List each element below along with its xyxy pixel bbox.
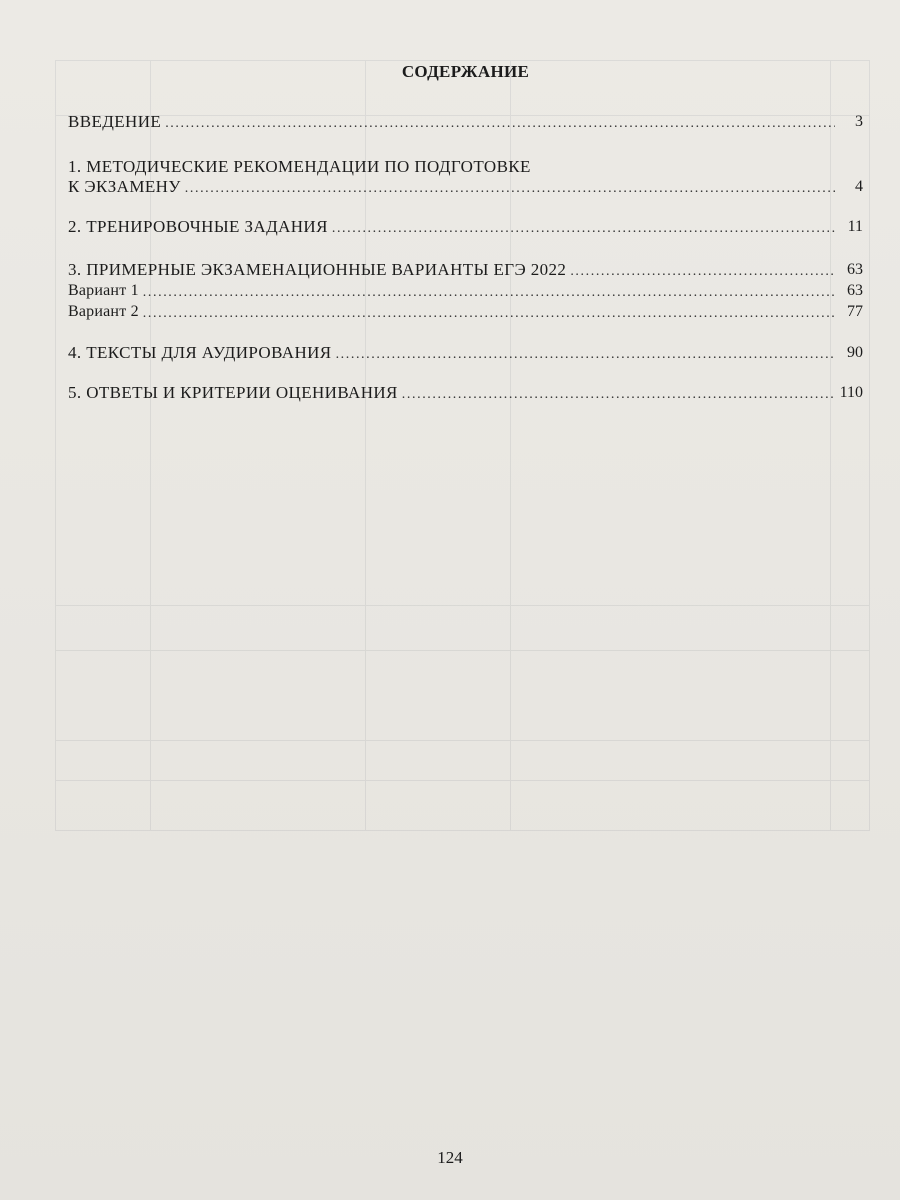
toc-leader-dots: [332, 221, 835, 237]
toc-leader-dots: [336, 347, 835, 363]
toc-entry-page: 63: [847, 261, 863, 278]
toc-entry-variant-2: [68, 302, 863, 322]
toc-leader-dots: [402, 387, 835, 403]
toc-entry-page: 110: [839, 384, 863, 401]
toc-leader-dots: [185, 181, 835, 197]
toc-leader-dots: [165, 116, 835, 132]
toc-entry-methodical: [68, 177, 863, 197]
toc-entry-page: 63: [847, 282, 863, 299]
toc-entry-label: К ЭКЗАМЕНУ: [68, 177, 181, 196]
toc-entry-page: 4: [855, 178, 863, 195]
toc-entry-introduction: [68, 112, 863, 132]
toc-entry-training: [68, 217, 863, 237]
toc-leader-dots: [143, 306, 835, 322]
toc-entry-label: ВВЕДЕНИЕ: [68, 112, 162, 131]
toc-leader-dots: [570, 264, 835, 280]
toc-entry-exam-variants: [68, 260, 863, 280]
toc-entry-page: 90: [847, 344, 863, 361]
toc-entry-label: 2. ТРЕНИРОВОЧНЫЕ ЗАДАНИЯ: [68, 217, 328, 236]
toc-entry-1-line1: 1. МЕТОДИЧЕСКИЕ РЕКОМЕНДАЦИИ ПО ПОДГОТОВКЕ: [68, 157, 531, 176]
toc-title: СОДЕРЖАНИЕ: [401, 62, 530, 81]
page-number: 124: [437, 1148, 463, 1167]
toc-entry-label: Вариант 2: [68, 303, 139, 320]
toc-entry-page: 11: [847, 218, 863, 235]
toc-entry-listening-texts: [68, 343, 863, 363]
toc-entry-label: Вариант 1: [68, 282, 139, 299]
toc-entry-page: 3: [855, 113, 863, 130]
toc-entry-label: 4. ТЕКСТЫ ДЛЯ АУДИРОВАНИЯ: [68, 343, 332, 362]
toc-entry-page: 77: [847, 303, 863, 320]
toc-entry-label: 3. ПРИМЕРНЫЕ ЭКЗАМЕНАЦИОННЫЕ ВАРИАНТЫ ЕГЭ 2022: [68, 260, 567, 279]
toc-entry-answers: [68, 383, 863, 403]
toc-entry-label: 5. ОТВЕТЫ И КРИТЕРИИ ОЦЕНИВАНИЯ: [68, 383, 398, 402]
toc-leader-dots: [143, 285, 835, 301]
toc-entry-variant-1: [68, 281, 863, 301]
